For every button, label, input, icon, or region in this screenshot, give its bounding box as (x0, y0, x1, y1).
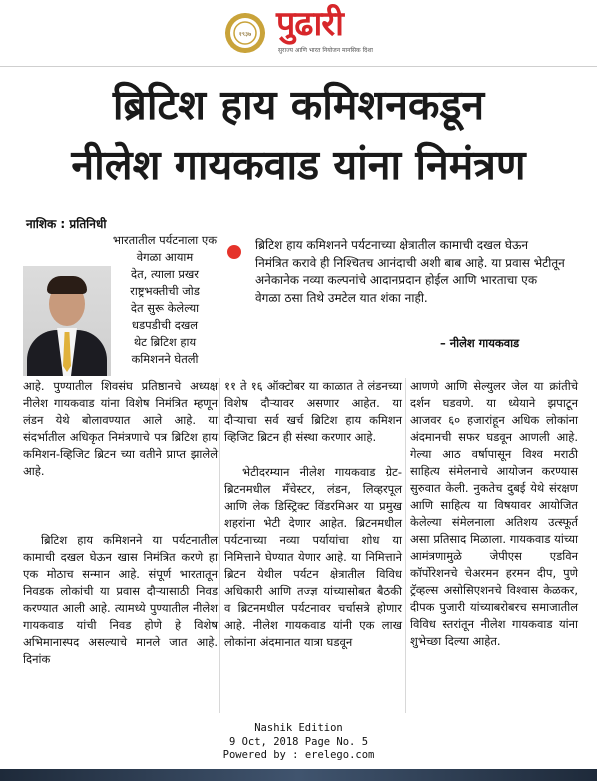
newspaper-logo-word: पुढारी (276, 4, 343, 44)
byline: नाशिक : प्रतिनिधी (26, 217, 107, 231)
masthead-divider (0, 66, 597, 67)
headline-line-1: ब्रिटिश हाय कमिशनकडून (112, 81, 485, 129)
powered-by-link[interactable]: Powered by : erelego.com (222, 749, 375, 761)
intro-line: राष्ट्रभक्तीची जोड (130, 284, 200, 298)
column-2-paragraph-2: भेटीदरम्यान नीलेश गायकवाड ग्रेट-ब्रिटनमधील मँचेस्टर, लंडन, लिव्हरपूल आणि लेक डिस्ट्रिक्ट विंडरमिअर या प्रमुख शहरांना भेटी देणार आहेत. ब्रिटनमधील पर्यटनाच्या नव्या पर्यायांचा शोध या निमित्ताने घेण्यात येणार आहे. या निमित्ताने ब्रिटन येथील पर्यटन क्षेत्रातील विविध अधिकारी आणि तज्ज्ञ यांच्यासोबत बैठकी व ब्रिटनमधील पर्यटनावर चर्चासत्रे होणार आहे. नीलेश गायकवाड यांनी एक लाख लोकांना अंदमानात यात्रा घडवून (224, 465, 402, 649)
quote-bullet-icon (227, 245, 241, 259)
bottom-decorative-bar (0, 769, 597, 781)
intro-line: वेगळा आयाम (136, 250, 194, 264)
intro-line: कमिशनने घेतली (131, 352, 199, 366)
newspaper-seal-logo (224, 12, 266, 54)
column-2-paragraph-1: ११ ते १६ ऑक्टोबर या काळात ते लंडनच्या विशेष दौऱ्यावर असणार आहेत. या दौऱ्याचा सर्व खर्च ब्रिटिश हाय कमिशन व्हिजिट ब्रिटन ही संस्था करणार आहे. (224, 379, 402, 444)
pull-quote-text: ब्रिटिश हाय कमिशनने पर्यटनाच्या क्षेत्रातील कामाची दखल घेऊन निमंत्रित करावे ही निश्चितच आनंदाची अशी बाब आहे. या प्रवास भेटीतून अनेकानेक नव्या कल्पनांचे आदानप्रदान होईल आणि भारताचा एक वेगळा ठसा तिथे उमटेल यात शंका नाही. (255, 238, 565, 305)
intro-line: थेट ब्रिटिश हाय (133, 335, 197, 349)
column-1-paragraph-1: आहे. पुण्यातील शिवसंघ प्रतिष्ठानचे अध्यक्ष नीलेश गायकवाड यांना विशेष निमंत्रित म्हणून लंडन येथे बोलावण्यात आले आहे. या संदर्भातील अधिकृत निमंत्रणाचे पत्र ब्रिटिश हाय कमिशन-व्हिजिट ब्रिटन च्या वतीने प्राप्त झालेले आहे. (23, 379, 218, 478)
pull-quote-signature: – नीलेश गायकवाड (440, 336, 520, 350)
headline-line-2: नीलेश गायकवाड यांना निमंत्रण (71, 141, 526, 189)
column-1-paragraph-2: ब्रिटिश हाय कमिशनने या पर्यटनातील कामाची दखल घेऊन खास निमंत्रित करणे हा एक मोठाच सन्मान आहे. संपूर्ण भारतातून निवडक लोकांची या प्रवास दौऱ्यासाठी निवड करण्यात आली आहे. त्यामध्ये पुण्यातील नीलेश गायकवाड यांची निवड होणे हे विशेष अभिमानास्पद असल्याचे मानले जात आहे. दिनांक (23, 533, 218, 666)
edition-footer (0, 722, 597, 763)
edition-name: Nashik Edition (254, 722, 343, 734)
seal-year: १९३७ (238, 31, 252, 38)
newspaper-tagline: सुराज्य आणि भारत नियोजन मानसिक दिशा (278, 47, 373, 54)
column-3-paragraph-1: आणणे आणि सेल्युलर जेल या क्रांतीचे दर्शन घडवणे. या ध्येयाने झपाटून आजवर ६० हजारांहून अधिक लोकांना अंदमानची सफर घडवून आणली आहे. गेल्या आठ वर्षापासून विश्व मराठी साहित्य संमेलनाचे आयोजन करण्यास सुरुवात केली. नुकतेच दुबई येथे संरक्षण आणि साहित्य या विषयावर आयोजित केलेल्या संमेलनाला अतिशय उत्स्फूर्त असा प्रतिसाद मिळाला. गायकवाड यांच्या आमंत्रणामुळे जेपीएस एडविन कॉर्पोरेशनचे चेअरमन हरमन दीप, पुणे ट्रॅव्हल्स असोसिएशनचे विश्वास केळकर, दीपक पुजारी यांच्याबरोबरच समाजातील विविध स्तरांतून नीलेश गायकवाड यांना शुभेच्छा दिल्या आहेत. (410, 379, 578, 648)
column-divider (405, 378, 406, 713)
column-divider (219, 378, 220, 713)
author-photo (23, 266, 111, 376)
intro-line: देत सुरू केलेल्या (130, 301, 200, 315)
intro-line: धडपडीची दखल (131, 318, 199, 332)
column-1-intro (112, 232, 218, 368)
edition-date-page: 9 Oct, 2018 Page No. 5 (228, 735, 369, 748)
intro-line: देत, त्याला प्रखर (130, 267, 200, 281)
masthead (0, 0, 597, 62)
intro-line: भारतातील पर्यटनाला एक (112, 233, 218, 247)
